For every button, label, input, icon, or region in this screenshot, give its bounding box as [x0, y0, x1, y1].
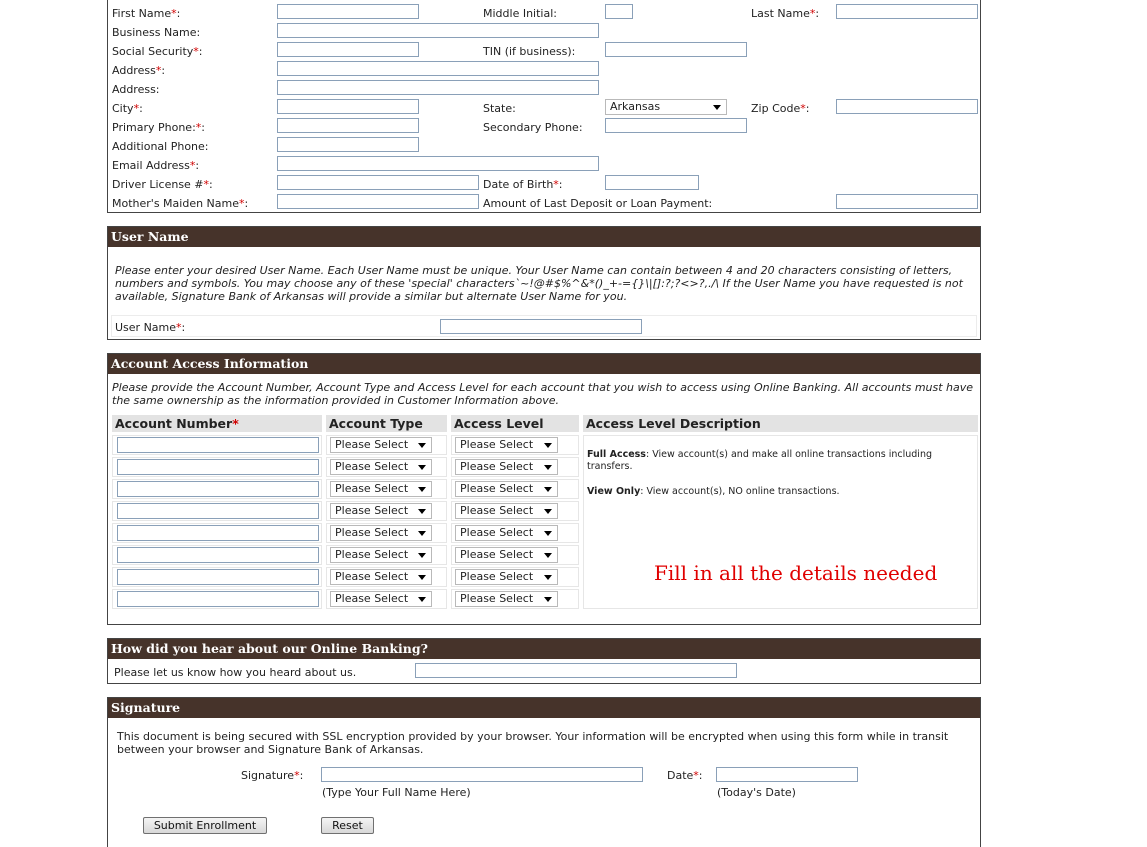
access-level-select[interactable]: [455, 569, 558, 585]
signature-label: Signature*:: [241, 769, 304, 782]
chevron-down-icon: [544, 509, 552, 514]
access-level-select[interactable]: [455, 547, 558, 563]
state-select[interactable]: [605, 99, 727, 115]
account-number-input[interactable]: [117, 547, 319, 563]
secondary-phone-input[interactable]: [605, 118, 747, 133]
account-type-value: Please Select: [335, 548, 409, 561]
chevron-down-icon: [544, 575, 552, 580]
account-type-value: Please Select: [335, 504, 409, 517]
account-type-select[interactable]: [330, 547, 432, 563]
account-number-input[interactable]: [117, 459, 319, 475]
chevron-down-icon: [544, 553, 552, 558]
address1-label: Address*:: [112, 64, 166, 77]
account-number-input[interactable]: [117, 503, 319, 519]
access-level-select[interactable]: [455, 481, 558, 497]
ssn-input[interactable]: [277, 42, 419, 57]
driver-license-label: Driver License #*:: [112, 178, 213, 191]
city-input[interactable]: [277, 99, 419, 114]
chevron-down-icon: [418, 575, 426, 580]
last-name-label: Last Name*:: [751, 7, 820, 20]
chevron-down-icon: [544, 531, 552, 536]
access-level-select[interactable]: [455, 591, 558, 607]
full-access-desc: Full Access: View account(s) and make all online transactions including transfers.: [587, 449, 932, 472]
additional-phone-input[interactable]: [277, 137, 419, 152]
address1-input[interactable]: [277, 61, 599, 76]
chevron-down-icon: [418, 597, 426, 602]
account-type-select[interactable]: [330, 569, 432, 585]
hear-about-panel: [107, 638, 981, 684]
access-level-value: Please Select: [460, 504, 534, 517]
first-name-label: First Name*:: [112, 7, 181, 20]
access-level-select[interactable]: [455, 525, 558, 541]
account-type-value: Please Select: [335, 570, 409, 583]
dob-input[interactable]: [605, 175, 699, 190]
last-name-input[interactable]: [836, 4, 978, 19]
access-level-value: Please Select: [460, 438, 534, 451]
annotation-text: Fill in all the details needed: [654, 561, 938, 585]
access-level-value: Please Select: [460, 460, 534, 473]
email-input[interactable]: [277, 156, 599, 171]
col-account-type: Account Type: [326, 415, 447, 432]
last-deposit-input[interactable]: [836, 194, 978, 209]
reset-button[interactable]: Reset: [321, 817, 374, 834]
access-level-value: Please Select: [460, 548, 534, 561]
dob-label: Date of Birth*:: [483, 178, 563, 191]
chevron-down-icon: [544, 465, 552, 470]
account-type-value: Please Select: [335, 460, 409, 473]
view-only-desc: View Only: View account(s), NO online transactions.: [587, 486, 840, 497]
access-description-cell: [583, 435, 978, 609]
hear-about-label: Please let us know how you heard about us.: [114, 666, 357, 679]
user-name-input[interactable]: [440, 319, 642, 334]
middle-initial-input[interactable]: [605, 4, 633, 19]
account-type-value: Please Select: [335, 526, 409, 539]
account-type-select[interactable]: [330, 591, 432, 607]
maiden-name-label: Mother's Maiden Name*:: [112, 197, 249, 210]
tin-label: TIN (if business):: [483, 45, 576, 58]
account-type-value: Please Select: [335, 592, 409, 605]
first-name-input[interactable]: [277, 4, 419, 19]
middle-initial-label: Middle Initial:: [483, 7, 557, 20]
user-name-instructions: Please enter your desired User Name. Each User Name must be unique. Your User Name can contain between 4 and 20 characters consisting of letters, numbers and symbols. You may choose any of these 'special' characters`~!@#$%^&*()_+-={}\|[]:?;?<>?,./\ If the User Name you have requested is not available, Signature Bank of Arkansas will provide a similar but alternate User Name for you.: [115, 264, 963, 303]
address2-label: Address:: [112, 83, 160, 96]
account-type-select[interactable]: [330, 503, 432, 519]
submit-enrollment-button[interactable]: Submit Enrollment: [143, 817, 267, 834]
account-table: [112, 415, 978, 615]
primary-phone-label: Primary Phone:*:: [112, 121, 206, 134]
account-type-select[interactable]: [330, 481, 432, 497]
account-access-panel: [107, 353, 981, 625]
business-name-input[interactable]: [277, 23, 599, 38]
user-name-label: User Name*:: [115, 321, 186, 334]
signature-hint: (Type Your Full Name Here): [322, 786, 471, 799]
additional-phone-label: Additional Phone:: [112, 140, 209, 153]
ssn-label: Social Security*:: [112, 45, 203, 58]
account-number-input[interactable]: [117, 525, 319, 541]
chevron-down-icon: [418, 443, 426, 448]
hear-about-header: How did you hear about our Online Banking?: [108, 639, 980, 659]
chevron-down-icon: [418, 509, 426, 514]
account-number-input[interactable]: [117, 569, 319, 585]
account-access-instructions: Please provide the Account Number, Account Type and Access Level for each account that you wish to access using Online Banking. All accounts must have the same ownership as the information provided in Customer Information above.: [112, 381, 974, 407]
col-access-level: Access Level: [451, 415, 579, 432]
hear-about-input[interactable]: [415, 663, 737, 678]
account-type-value: Please Select: [335, 482, 409, 495]
date-hint: (Today's Date): [717, 786, 796, 799]
access-level-value: Please Select: [460, 570, 534, 583]
chevron-down-icon: [418, 531, 426, 536]
user-name-panel: [107, 226, 981, 340]
zip-label: Zip Code*:: [751, 102, 810, 115]
chevron-down-icon: [713, 105, 721, 110]
driver-license-input[interactable]: [277, 175, 479, 190]
access-level-value: Please Select: [460, 592, 534, 605]
city-label: City*:: [112, 102, 143, 115]
signature-header: Signature: [108, 698, 980, 718]
chevron-down-icon: [418, 487, 426, 492]
chevron-down-icon: [544, 487, 552, 492]
account-type-select[interactable]: [330, 459, 432, 475]
chevron-down-icon: [418, 465, 426, 470]
col-account-number: Account Number*: [112, 415, 322, 432]
account-type-select[interactable]: [330, 437, 432, 453]
signature-input[interactable]: [321, 767, 643, 782]
last-deposit-label: Amount of Last Deposit or Loan Payment:: [483, 197, 713, 210]
tin-input[interactable]: [605, 42, 747, 57]
access-level-value: Please Select: [460, 482, 534, 495]
date-label: Date*:: [667, 769, 703, 782]
signature-panel: [107, 697, 981, 847]
maiden-name-input[interactable]: [277, 194, 479, 209]
account-access-header: Account Access Information: [108, 354, 980, 374]
ssl-notice: This document is being secured with SSL encryption provided by your browser. Your information will be encrypted when using this form while in transit between your browser and Signature Bank of Arkansas.: [117, 730, 949, 756]
chevron-down-icon: [418, 553, 426, 558]
email-label: Email Address*:: [112, 159, 200, 172]
access-level-select[interactable]: [455, 459, 558, 475]
state-select-value: Arkansas: [610, 100, 661, 113]
zip-input[interactable]: [836, 99, 978, 114]
access-level-select[interactable]: [455, 503, 558, 519]
user-name-header: User Name: [108, 227, 980, 247]
state-label: State:: [483, 102, 516, 115]
address2-input[interactable]: [277, 80, 599, 95]
account-type-select[interactable]: [330, 525, 432, 541]
chevron-down-icon: [544, 597, 552, 602]
account-type-value: Please Select: [335, 438, 409, 451]
account-number-input[interactable]: [117, 437, 319, 453]
access-level-select[interactable]: [455, 437, 558, 453]
business-name-label: Business Name:: [112, 26, 201, 39]
primary-phone-input[interactable]: [277, 118, 419, 133]
account-number-input[interactable]: [117, 591, 319, 607]
date-input[interactable]: [716, 767, 858, 782]
secondary-phone-label: Secondary Phone:: [483, 121, 583, 134]
col-access-description: Access Level Description: [583, 415, 978, 432]
account-number-input[interactable]: [117, 481, 319, 497]
chevron-down-icon: [544, 443, 552, 448]
access-level-value: Please Select: [460, 526, 534, 539]
